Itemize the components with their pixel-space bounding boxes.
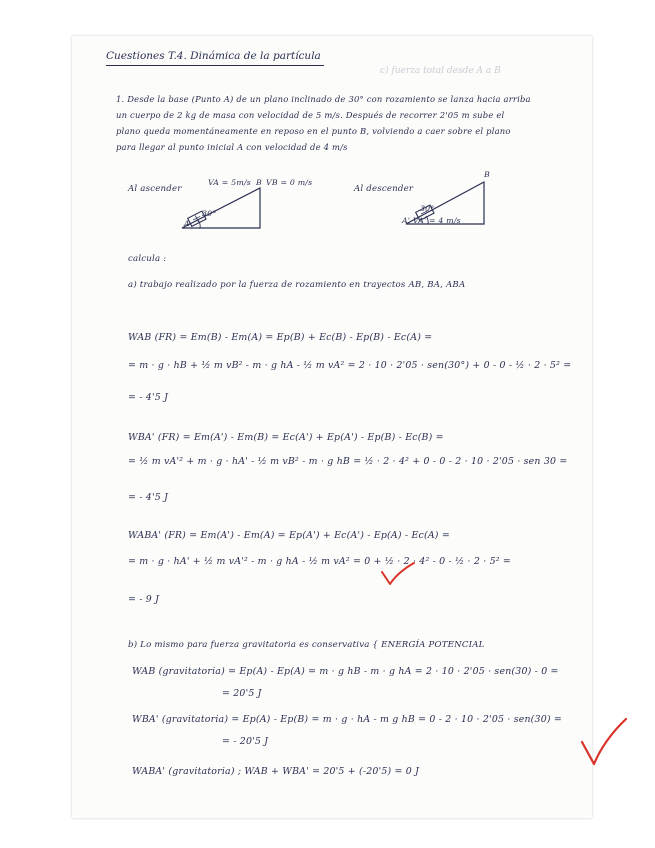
part-a-line-5: = ½ m vA'² + m · g · hA' - ½ m vB² - m · g hB = ½ · 2 · 4² + 0 - 0 - 2 · 10 · 2'05 · sen 30 = <box>128 456 568 467</box>
part-a-line-4: WBA' (FR) = Em(A') - Em(B) = Ec(A') + Ep(A') - Ep(B) - Ec(B) = <box>128 432 444 443</box>
notebook-page <box>72 36 592 818</box>
ascent-point-b: B <box>256 178 262 187</box>
problem-line-2: un cuerpo de 2 kg de masa con velocidad de 5 m/s. Después de recorrer 2'05 m sube el <box>116 110 505 120</box>
part-a-line-2: = m · g · hB + ½ m vB² - m · g hA - ½ m vA² = 2 · 10 · 2'05 · sen(30°) + 0 - 0 - ½ · 2 · 5² = <box>128 360 572 371</box>
part-a-heading: a) trabajo realizado por la fuerza de rozamiento en trayectos AB, BA, ABA <box>128 280 466 290</box>
ascent-incline-diagram <box>180 186 264 232</box>
bleed-through-text: c) fuerza total desde A a B <box>380 66 501 76</box>
ascent-caption: Al ascender <box>128 184 182 194</box>
ascent-vb-label: VB = 0 m/s <box>266 178 313 187</box>
part-a-line-9: = - 9 J <box>128 594 160 605</box>
part-b-line-3: WBA' (gravitatoria) = Ep(A) - Ep(B) = m · g · hA - m g hB = 0 - 2 · 10 · 2'05 · sen(30) = <box>132 714 562 725</box>
ascent-va-label: VA = 5m/s <box>208 178 252 187</box>
part-a-line-7: WABA' (FR) = Em(A') - Em(A) = Ep(A') + Ec(A') - Ep(A) - Ec(A) = <box>128 530 450 541</box>
descent-caption: Al descender <box>354 184 414 194</box>
final-checkmark-icon <box>578 716 630 772</box>
ascent-point-a: A <box>184 219 190 228</box>
part-b-line-5: WABA' (gravitatoria) ; WAB + WBA' = 20'5 + (-20'5) = 0 J <box>132 766 420 777</box>
title-underline <box>106 65 324 66</box>
problem-line-4: para llegar al punto inicial A con velocidad de 4 m/s <box>116 142 348 152</box>
part-a-line-3: = - 4'5 J <box>128 392 169 403</box>
calc-label: calcula : <box>128 254 167 264</box>
part-b-line-1: WAB (gravitatoria) = Ep(A) - Ep(A) = m · g hB - m · g hA = 2 · 10 · 2'05 · sen(30) - 0 = <box>132 666 559 677</box>
ascent-angle-label: 30° <box>202 209 217 218</box>
part-b-heading: b) Lo mismo para fuerza gravitatoria es conservativa { ENERGÍA POTENCIAL <box>128 640 485 650</box>
checkmark-icon <box>378 560 418 590</box>
descent-angle-label: 30° <box>420 204 435 213</box>
part-b-line-2: = 20'5 J <box>222 688 262 699</box>
part-b-line-4: = - 20'5 J <box>222 736 269 747</box>
problem-line-3: plano queda momentáneamente en reposo en el punto B, volviendo a caer sobre el plano <box>116 126 511 136</box>
descent-va-label: A' VA' = 4 m/s <box>402 216 461 225</box>
part-a-line-8: = m · g · hA' + ½ m vA'² - m · g hA - ½ m vA² = 0 + ½ · 2 · 4² - 0 - ½ · 2 · 5² = <box>128 556 511 567</box>
page-title: Cuestiones T.4. Dinámica de la partícula <box>106 50 321 62</box>
problem-line-1: 1. Desde la base (Punto A) de un plano inclinado de 30° con rozamiento se lanza hacia arriba <box>116 94 531 104</box>
descent-point-b: B <box>484 170 490 179</box>
part-a-line-1: WAB (FR) = Em(B) - Em(A) = Ep(B) + Ec(B) - Ep(B) - Ec(A) = <box>128 332 433 343</box>
part-a-line-6: = - 4'5 J <box>128 492 169 503</box>
